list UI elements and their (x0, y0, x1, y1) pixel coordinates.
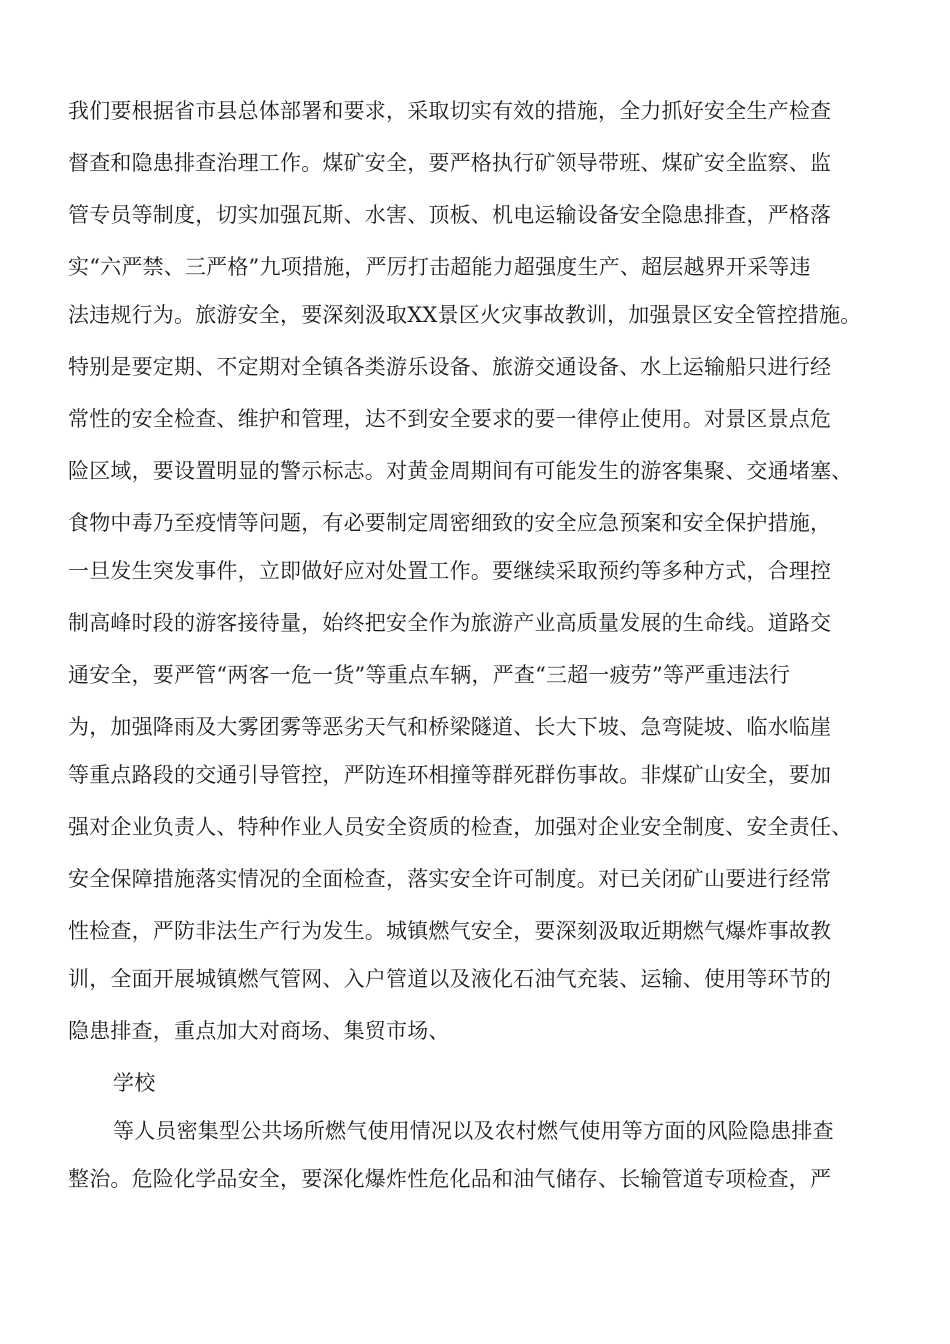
paragraph-1-line-16: 安全保障措施落实情况的全面检查，落实安全许可制度。对已关闭矿山要进行经常 (68, 867, 832, 891)
paragraph-1-line-18: 训，全面开展城镇燃气管网、入户管道以及液化石油气充装、运输、使用等环节的 (68, 967, 832, 991)
paragraph-1-line-2: 督查和隐患排查治理工作。煤矿安全，要严格执行矿领导带班、煤矿安全监察、监 (68, 151, 832, 175)
paragraph-1-line-4: 实“六严禁、三严格”九项措施，严厉打击超能力超强度生产、超层越界开采等违 (68, 255, 811, 279)
paragraph-1-line-15: 强对企业负责人、特种作业人员安全资质的检查，加强对企业安全制度、安全责任、 (68, 815, 853, 839)
paragraph-2-line-1: 学校 (113, 1071, 156, 1095)
paragraph-1-line-9: 食物中毒乃至疫情等问题，有必要制定周密细致的安全应急预案和安全保护措施， (68, 511, 832, 535)
paragraph-1-line-12: 通安全，要严管“两客一危一货”等重点车辆，严查“三超一疲劳”等严重违法行 (68, 663, 791, 687)
paragraph-1-line-13: 为，加强降雨及大雾团雾等恶劣天气和桥梁隧道、长大下坡、急弯陡坡、临水临崖 (68, 715, 832, 739)
paragraph-1-line-8: 险区域，要设置明显的警示标志。对黄金周期间有可能发生的游客集聚、交通堵塞、 (68, 459, 853, 483)
paragraph-1-line-5: 法违规行为。旅游安全，要深刻汲取XX景区火灾事故教训，加强景区安全管控措施。 (68, 303, 862, 327)
paragraph-1-line-17: 性检查，严防非法生产行为发生。城镇燃气安全，要深刻汲取近期燃气爆炸事故教 (68, 919, 832, 943)
paragraph-1-line-11: 制高峰时段的游客接待量，始终把安全作为旅游产业高质量发展的生命线。道路交 (68, 611, 832, 635)
paragraph-3-line-1: 等人员密集型公共场所燃气使用情况以及农村燃气使用等方面的风险隐患排查 (113, 1119, 834, 1143)
paragraph-1-line-10: 一旦发生突发事件，立即做好应对处置工作。要继续采取预约等多种方式，合理控 (68, 559, 832, 583)
paragraph-1-line-19: 隐患排查，重点加大对商场、集贸市场、 (68, 1019, 450, 1043)
paragraph-1-line-1: 我们要根据省市县总体部署和要求，采取切实有效的措施，全力抓好安全生产检查 (68, 99, 832, 123)
paragraph-1-line-3: 管专员等制度，切实加强瓦斯、水害、顶板、机电运输设备安全隐患排查，严格落 (68, 203, 832, 227)
paragraph-1-line-6: 特别是要定期、不定期对全镇各类游乐设备、旅游交通设备、水上运输船只进行经 (68, 355, 832, 379)
paragraph-1-line-14: 等重点路段的交通引导管控，严防连环相撞等群死群伤事故。非煤矿山安全，要加 (68, 763, 832, 787)
paragraph-1-line-7: 常性的安全检查、维护和管理，达不到安全要求的要一律停止使用。对景区景点危 (68, 407, 832, 431)
paragraph-3-line-2: 整治。危险化学品安全，要深化爆炸性危化品和油气储存、长输管道专项检查，严 (68, 1167, 832, 1191)
